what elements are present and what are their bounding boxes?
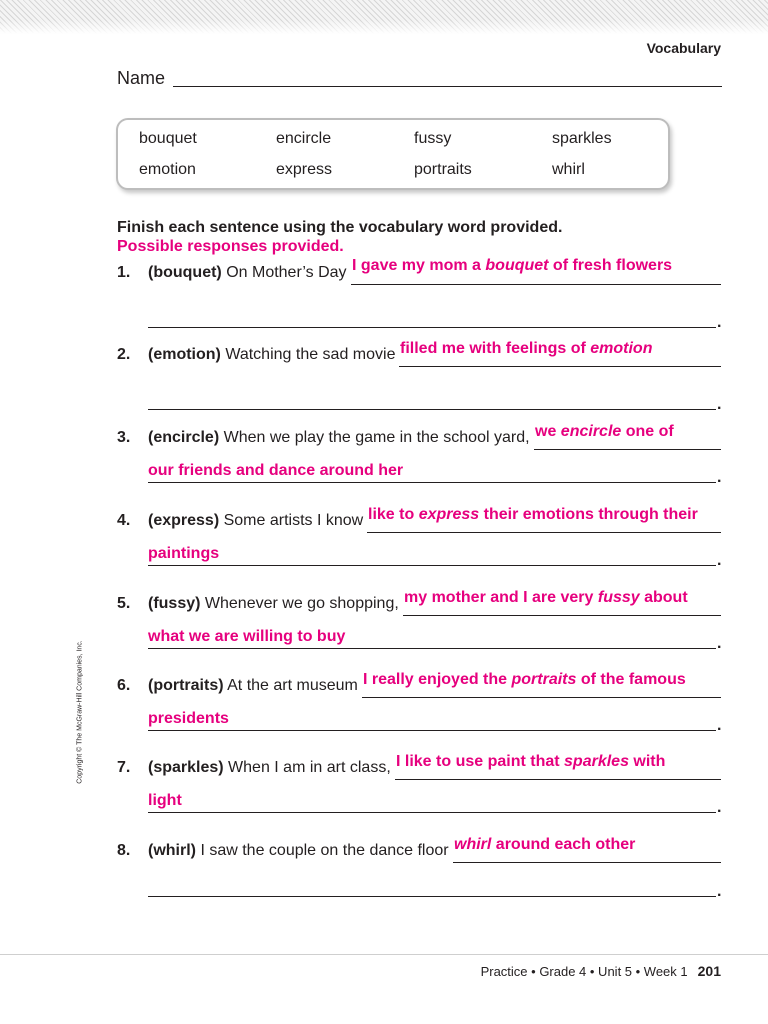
item-prompt-text: Some artists I know — [219, 512, 364, 529]
item-prompt — [148, 759, 391, 777]
item-prompt-text: I saw the couple on the dance floor — [196, 842, 449, 859]
footer-series: Practice • Grade 4 • Unit 5 • Week 1 — [480, 964, 688, 979]
item-number: 3. — [117, 429, 131, 446]
answer-text: filled me with feelings of emotion — [400, 340, 653, 357]
exercise-item-5 — [0, 589, 768, 665]
sentence-period: . — [717, 799, 722, 816]
item-prompt — [148, 429, 530, 447]
copyright-notice: Copyright © The McGraw-Hill Companies, Inc. — [76, 640, 84, 784]
item-prompt-text: At the art museum — [223, 677, 358, 694]
sentence-period: . — [717, 396, 722, 413]
answer-line-2 — [148, 648, 716, 649]
word-bank-word: emotion — [139, 161, 196, 178]
word-bank-word: sparkles — [552, 130, 612, 147]
answer-line-1 — [534, 449, 721, 450]
answer-text: whirl around each other — [454, 836, 636, 853]
sentence-period: . — [717, 635, 722, 652]
answer-line-1 — [367, 532, 721, 533]
answer-line-1 — [399, 366, 721, 367]
sentence-period: . — [717, 469, 722, 486]
instructions: Finish each sentence using the vocabulary word provided. — [117, 219, 563, 236]
responses-note: Possible responses provided. — [117, 238, 344, 255]
item-word: (fussy) — [148, 595, 201, 612]
item-prompt-text: Watching the sad movie — [220, 346, 396, 363]
word-bank-word: bouquet — [139, 130, 197, 147]
answer-text-line-2: light — [148, 792, 182, 809]
word-bank — [116, 118, 670, 190]
item-number: 6. — [117, 677, 131, 694]
exercise-item-7 — [0, 753, 768, 829]
item-word: (sparkles) — [148, 759, 224, 776]
answer-line-2 — [148, 327, 716, 328]
answer-text: my mother and I are very fussy about — [404, 589, 688, 606]
item-number: 8. — [117, 842, 131, 859]
page-footer — [481, 963, 721, 979]
item-word: (encircle) — [148, 429, 220, 446]
answer-text: we encircle one of — [535, 423, 674, 440]
exercise-item-8 — [0, 836, 768, 912]
sentence-period: . — [717, 717, 722, 734]
word-bank-word: whirl — [552, 161, 585, 178]
answer-line-2 — [148, 565, 716, 566]
page-number: 201 — [697, 963, 721, 979]
item-prompt — [148, 677, 358, 695]
word-bank-word: encircle — [276, 130, 332, 147]
item-prompt — [148, 595, 399, 613]
sentence-period: . — [717, 883, 722, 900]
word-bank-word: portraits — [414, 161, 472, 178]
answer-line-2 — [148, 482, 716, 483]
answer-line-1 — [403, 615, 721, 616]
item-prompt — [148, 512, 363, 530]
item-number: 4. — [117, 512, 131, 529]
answer-text-line-2: presidents — [148, 710, 229, 727]
exercise-item-3 — [0, 423, 768, 499]
item-prompt — [148, 264, 347, 282]
exercise-item-1 — [0, 257, 768, 334]
footer-divider — [0, 954, 768, 955]
exercise-item-2 — [0, 340, 768, 416]
sentence-period: . — [717, 552, 722, 569]
name-label: Name — [117, 68, 166, 88]
answer-text-line-2: our friends and dance around her — [148, 462, 404, 479]
name-write-line — [173, 86, 722, 87]
item-word: (express) — [148, 512, 220, 529]
word-bank-word: fussy — [414, 130, 452, 147]
item-number: 7. — [117, 759, 131, 776]
answer-text: I really enjoyed the portraits of the famous — [363, 671, 686, 688]
answer-line-2 — [148, 409, 716, 410]
item-prompt-text: Whenever we go shopping, — [200, 595, 399, 612]
item-prompt-text: On Mother’s Day — [221, 264, 347, 281]
answer-line-1 — [351, 284, 721, 285]
answer-text-line-2: what we are willing to buy — [148, 628, 346, 645]
item-prompt-text: When we play the game in the school yard, — [219, 429, 530, 446]
header-hatch-band — [0, 0, 768, 34]
item-number: 2. — [117, 346, 131, 363]
answer-text-line-2: paintings — [148, 545, 220, 562]
answer-text: like to express their emotions through their — [368, 506, 698, 523]
answer-text: I gave my mom a bouquet of fresh flowers — [352, 257, 673, 274]
word-bank-word: express — [276, 161, 333, 178]
answer-line-1 — [453, 862, 721, 863]
answer-line-1 — [395, 779, 721, 780]
item-number: 1. — [117, 264, 131, 281]
name-field — [117, 68, 722, 88]
item-word: (emotion) — [148, 346, 221, 363]
item-number: 5. — [117, 595, 131, 612]
sentence-period: . — [717, 314, 722, 331]
answer-line-1 — [362, 697, 721, 698]
answer-line-2 — [148, 812, 716, 813]
item-prompt-text: When I am in art class, — [223, 759, 391, 776]
item-prompt — [148, 842, 449, 860]
item-word: (whirl) — [148, 842, 196, 859]
answer-line-2 — [148, 730, 716, 731]
answer-line-2 — [148, 896, 716, 897]
item-word: (bouquet) — [148, 264, 222, 281]
item-prompt — [148, 346, 395, 364]
answer-text: I like to use paint that sparkles with — [396, 753, 666, 770]
section-label: Vocabulary — [646, 40, 721, 56]
item-word: (portraits) — [148, 677, 224, 694]
exercise-item-4 — [0, 506, 768, 582]
